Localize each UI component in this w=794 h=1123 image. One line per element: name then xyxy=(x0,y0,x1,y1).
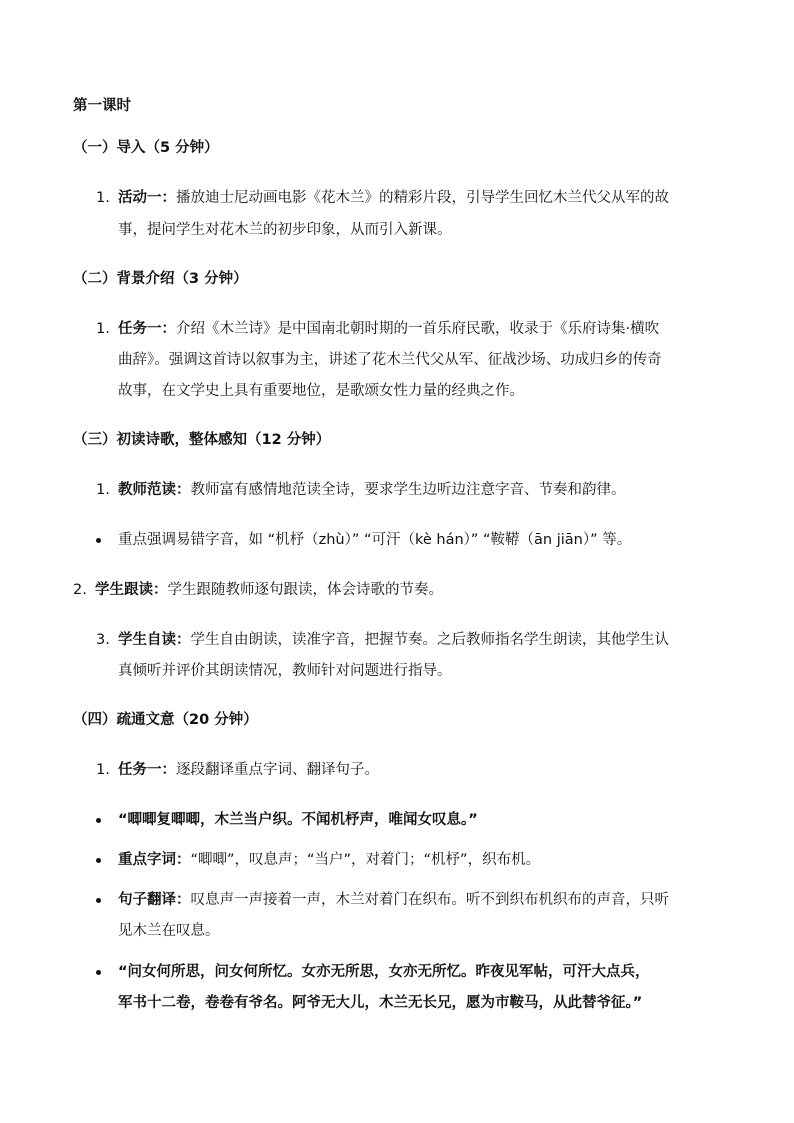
item-text: 逐段翻译重点字词、翻译句子。 xyxy=(176,762,379,778)
bullet-item-4-4: “问女何所思，问女何所忆。女亦无所思，女亦无所忆。昨夜见军帖，可汗大点兵， xyxy=(118,964,650,980)
list-number: 1. xyxy=(96,482,110,498)
list-number: 1. xyxy=(96,321,110,337)
list-number: 1. xyxy=(96,762,110,778)
bullet-dot xyxy=(96,898,101,903)
list-item-4-1 xyxy=(96,760,379,780)
list-item-3-3 xyxy=(96,630,669,650)
section-heading-4: （四）疏通文意（20 分钟） xyxy=(73,712,258,728)
bullet-item-4-3 xyxy=(118,890,669,910)
list-number: 3. xyxy=(96,632,110,648)
item-text: 学生自由朗读，读准字音，把握节奏。之后教师指名学生朗读，其他学生认 xyxy=(190,632,669,648)
item-text: 叹息声一声接着一声，木兰对着门在织布。听不到织布机织布的声音，只听 xyxy=(190,892,669,908)
item-label: 学生自读： xyxy=(118,632,191,648)
bullet-item-4-1: “唧唧复唧唧，木兰当户织。不闻机杼声，唯闻女叹息。” xyxy=(118,812,478,828)
item-text: 播放迪士尼动画电影《花木兰》的精彩片段，引导学生回忆木兰代父从军的故 xyxy=(176,190,669,206)
item-text-continued: 军书十二卷，卷卷有爷名。阿爷无大儿，木兰无长兄，愿为市鞍马，从此替爷征。” xyxy=(118,995,643,1011)
item-label: 任务一： xyxy=(118,762,176,778)
list-item-3-1 xyxy=(96,480,626,500)
item-text: 教师富有感情地范读全诗，要求学生边听边注意字音、节奏和韵律。 xyxy=(190,482,626,498)
section-heading-3: （三）初读诗歌，整体感知（12 分钟） xyxy=(73,432,331,448)
list-item-1-1 xyxy=(96,188,669,208)
item-label: 任务一： xyxy=(118,321,176,337)
item-text: “唧唧”，叹息声；“当户”，对着门；“机杼”，织布机。 xyxy=(190,852,541,868)
item-text-continued: 曲辞》。强调这首诗以叙事为主，讲述了花木兰代父从军、征战沙场、功成归乡的传奇 xyxy=(118,352,662,368)
item-text-continued: 事，提问学生对花木兰的初步印象，从而引入新课。 xyxy=(118,222,452,238)
bullet-dot xyxy=(96,858,101,863)
bullet-dot xyxy=(96,538,101,543)
list-number: 1. xyxy=(96,190,110,206)
item-label: 句子翻译： xyxy=(118,892,191,908)
bullet-item-4-2 xyxy=(118,850,540,870)
bullet-item-3-1: 重点强调易错字音，如 “机杼（zhù）” “可汗（kè hán）” “鞍鞯（ān jiān）” 等。 xyxy=(118,532,632,548)
item-label: 教师范读： xyxy=(118,482,191,498)
item-text: 学生跟随教师逐句跟读，体会诗歌的节奏。 xyxy=(167,582,443,598)
item-text: 介绍《木兰诗》是中国南北朝时期的一首乐府民歌，收录于《乐府诗集·横吹 xyxy=(176,321,660,337)
item-label: 重点字词： xyxy=(118,852,191,868)
bullet-dot xyxy=(96,818,101,823)
lesson-title: 第一课时 xyxy=(73,98,131,114)
list-item-3-2 xyxy=(73,580,443,600)
item-text-continued: 见木兰在叹息。 xyxy=(118,923,220,939)
item-label: 活动一： xyxy=(118,190,176,206)
section-heading-1: （一）导入（5 分钟） xyxy=(73,140,219,156)
item-text-continued: 真倾听并评价其朗读情况，教师针对问题进行指导。 xyxy=(118,663,452,679)
list-number: 2. xyxy=(73,582,87,598)
section-heading-2: （二）背景介绍（3 分钟） xyxy=(73,271,248,287)
item-text-continued: 故事，在文学史上具有重要地位，是歌颂女性力量的经典之作。 xyxy=(118,383,524,399)
list-item-2-1 xyxy=(96,319,659,339)
bullet-dot xyxy=(96,970,101,975)
item-label: 学生跟读： xyxy=(95,582,168,598)
